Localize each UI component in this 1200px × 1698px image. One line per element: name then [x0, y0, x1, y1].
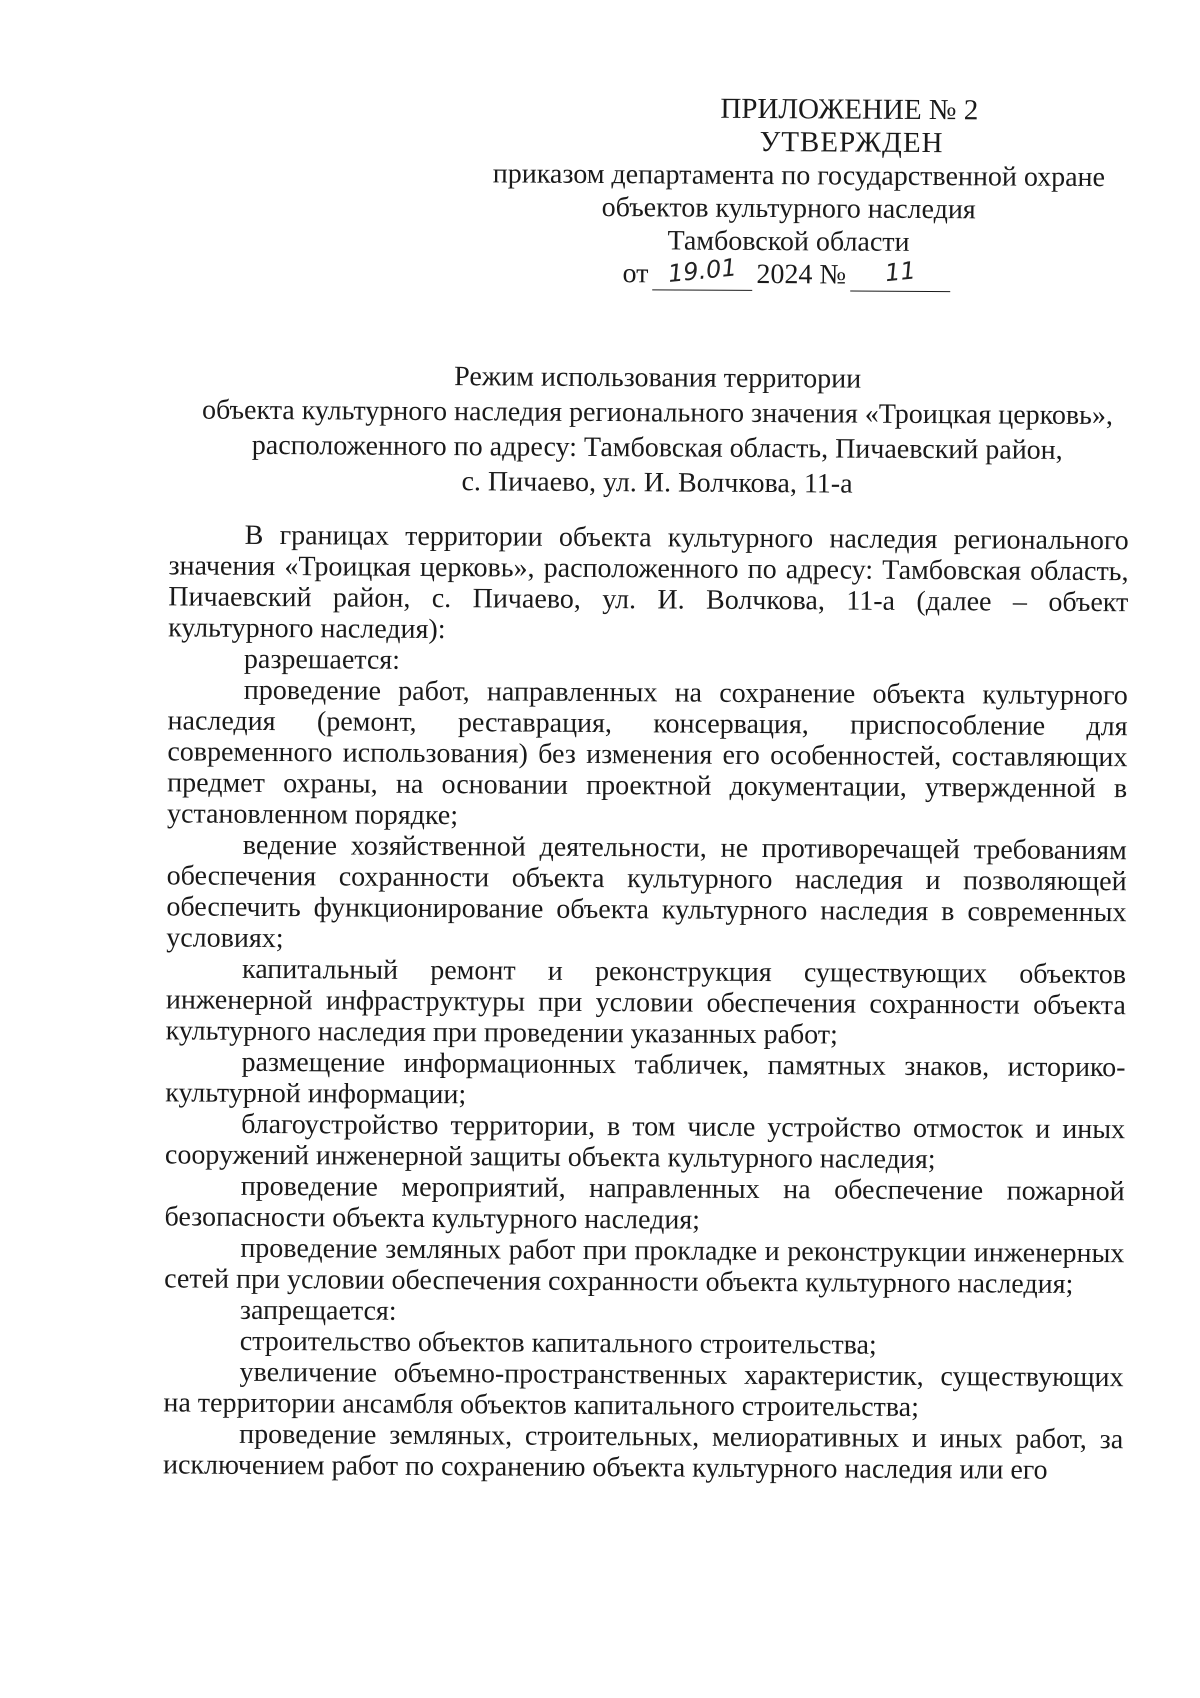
title-line-2: объекта культурного наследия регионального значения «Троицкая церковь», — [201, 394, 1113, 432]
title-line-1: Режим использования территории — [454, 361, 862, 395]
number-blank — [850, 256, 950, 293]
title-line-4: с. Пичаево, ул. И. Волчкова, 11-а — [461, 466, 853, 500]
approval-region-line: Тамбовской области — [667, 225, 910, 258]
date-prefix: от — [622, 258, 649, 290]
approved-heading: УТВЕРЖДЕН — [759, 125, 944, 160]
prohibited-heading: запрещается: — [239, 1294, 397, 1327]
allowed-item: размещение информационных табличек, памятных знаков, историко-культурной информации; — [165, 1046, 1126, 1111]
allowed-item: проведение работ, направленных на сохранение объекта культурного наследия (ремонт, реставрация, консервация, приспособление для современного использования) без изменения его особенностей, составляющих предмет охраны, на основании проектной документации, утвержденной в установленном порядке; — [166, 674, 1128, 832]
approval-block — [438, 91, 1139, 293]
title-line-3: расположенного по адресу: Тамбовская область, Пичаевский район, — [251, 429, 1063, 466]
intro-paragraph: В границах территории объекта культурного наследия регионального значения «Троицкая церковь», расположенного по адресу: Тамбовская область, Пичаевский район, с. Пичаево, ул. И. Волчкова, 11-а (далее – объект культурного наследия): — [168, 519, 1129, 646]
prohibited-item: проведение земляных, строительных, мелиоративных и иных работ, за исключением работ по сохранению объекта культурного наследия или его — [162, 1418, 1124, 1486]
allowed-heading: разрешается: — [243, 643, 401, 676]
prohibited-item: строительство объектов капитального строительства; — [239, 1325, 877, 1361]
prohibited-item: увеличение объемно-пространственных характеристик, существующих на территории ансамбля объектов капитального строительства; — [163, 1356, 1124, 1423]
allowed-item: проведение земляных работ при прокладке и реконструкции инженерных сетей при условии обеспечения сохранности объекта культурного наследия; — [164, 1232, 1125, 1300]
date-blank — [652, 253, 752, 291]
allowed-item: капитальный ремонт и реконструкция существующих объектов инженерной инфраструктуры при условии обеспечения сохранности объекта культурного наследия при проведении указанных работ; — [165, 953, 1127, 1051]
handwritten-number: 11 — [883, 256, 917, 288]
year-and-number-label: 2024 № — [756, 258, 847, 291]
appendix-heading: ПРИЛОЖЕНИЕ № 2 — [720, 92, 979, 127]
document-body — [163, 519, 1129, 1486]
allowed-item: ведение хозяйственной деятельности, не противоречащей требованиям обеспечения сохранности объекта культурного наследия и позволяющей обеспечить функционирование объекта культурного наследия в современных условиях; — [166, 829, 1127, 955]
handwritten-date: 19.01 — [666, 253, 738, 288]
approval-department-line: объектов культурного наследия — [601, 192, 976, 226]
allowed-item: проведение мероприятий, направленных на обеспечение пожарной безопасности объекта культурного наследия; — [164, 1170, 1125, 1236]
approval-order-line: приказом департамента по государственной охране — [492, 158, 1106, 194]
allowed-item: благоустройство территории, в том числе устройство отмосток и иных сооружений инженерной защиты объекта культурного наследия; — [164, 1108, 1126, 1176]
document-title — [157, 357, 1158, 503]
approval-date-row — [438, 253, 1138, 293]
